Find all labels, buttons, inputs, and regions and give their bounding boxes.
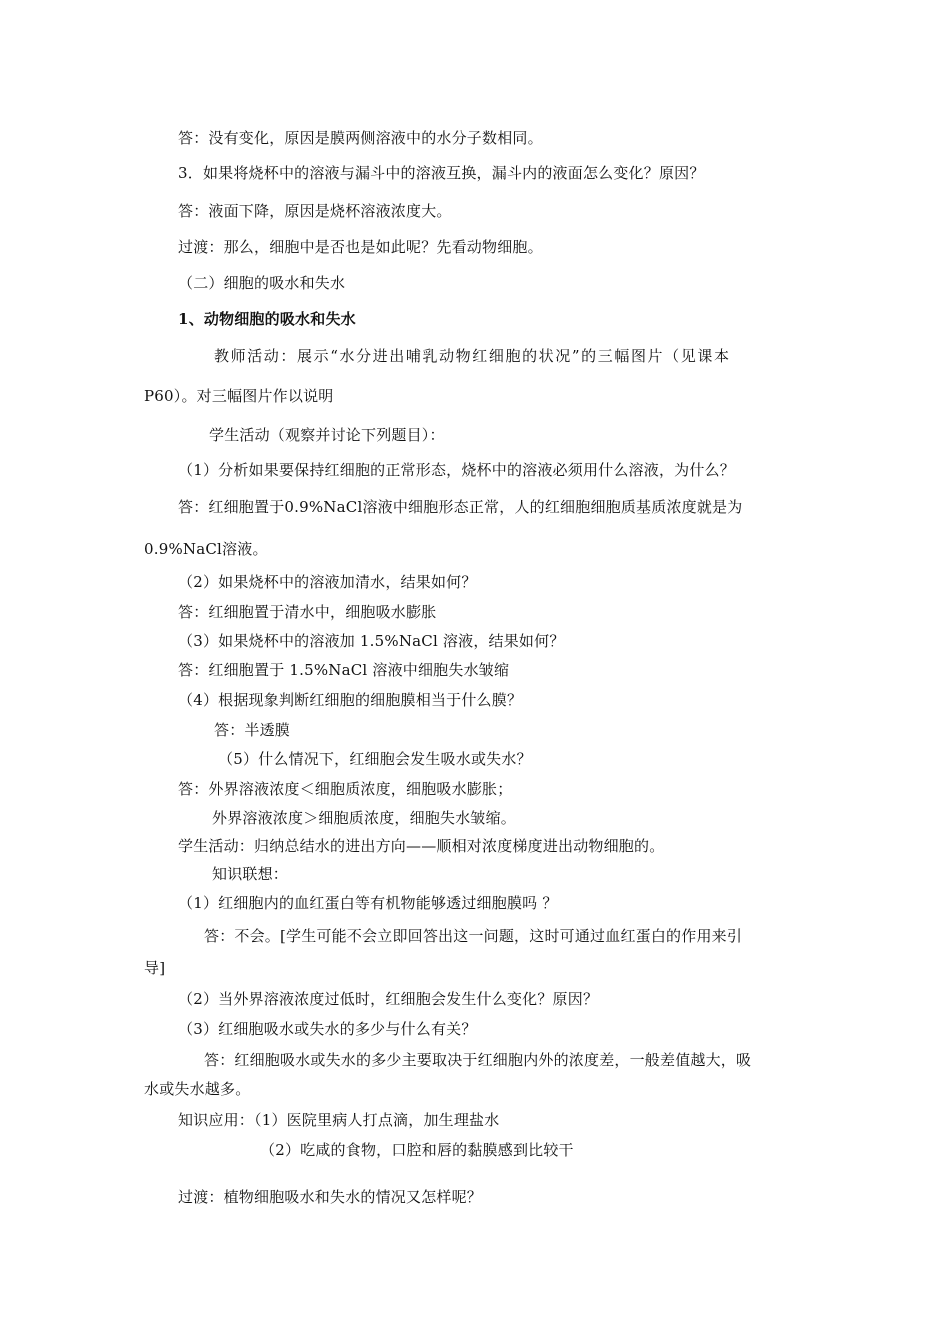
answer-4: 答：半透膜	[214, 721, 291, 739]
answer-5-line-2: 外界溶液浓度＞细胞质浓度，细胞失水皱缩。	[212, 809, 517, 827]
answer-3: 答：红细胞置于 1.5%NaCl 溶液中细胞失水皱缩	[178, 661, 510, 679]
question-3: 3．如果将烧杯中的溶液与漏斗中的溶液互换，漏斗内的液面怎么变化？原因？	[178, 164, 705, 182]
subsection-heading-1: 1、动物细胞的吸水和失水	[178, 310, 356, 328]
answer-5-line-1: 答：外界溶液浓度＜细胞质浓度，细胞吸水膨胀；	[178, 780, 513, 798]
association-question-2: （2）当外界溶液浓度过低时，红细胞会发生什么变化？原因？	[178, 990, 599, 1008]
question-4: （4）根据现象判断红细胞的细胞膜相当于什么膜？	[178, 691, 523, 709]
question-1: （1）分析如果要保持红细胞的正常形态，烧杯中的溶液必须用什么溶液，为什么？	[178, 461, 735, 479]
question-5: （5）什么情况下，红细胞会发生吸水或失水？	[218, 750, 532, 768]
question-3-solution: （3）如果烧杯中的溶液加 1.5%NaCl 溶液，结果如何？	[178, 632, 565, 650]
question-2: （2）如果烧杯中的溶液加清水，结果如何？	[178, 573, 477, 591]
teacher-activity-line-2: P60）。对三幅图片作以说明	[144, 387, 334, 405]
association-question-3: （3）红细胞吸水或失水的多少与什么有关？	[178, 1020, 477, 1038]
knowledge-application-line-2: （2）吃咸的食物，口腔和唇的黏膜感到比较干	[260, 1141, 574, 1159]
answer-1-line-1: 答：红细胞置于0.9%NaCl溶液中细胞形态正常，人的红细胞细胞质基质浓度就是为	[178, 498, 743, 516]
transition-animal-cell: 过渡：那么，细胞中是否也是如此呢？先看动物细胞。	[178, 238, 543, 256]
student-activity-heading: 学生活动（观察并讨论下列题目）：	[209, 426, 445, 444]
association-answer-1-line-1: 答：不会。[学生可能不会立即回答出这一问题，这时可通过血红蛋白的作用来引	[204, 927, 743, 945]
answer-no-change: 答：没有变化，原因是膜两侧溶液中的水分子数相同。	[178, 129, 543, 147]
answer-level-drop: 答：液面下降，原因是烧杯溶液浓度大。	[178, 202, 452, 220]
knowledge-application-line-1: 知识应用：（1）医院里病人打点滴，加生理盐水	[178, 1111, 500, 1129]
teacher-activity-line-1: 教师活动：展示“水分进出哺乳动物红细胞的状况”的三幅图片（见课本	[214, 347, 731, 365]
association-question-1: （1）红细胞内的血红蛋白等有机物能够透过细胞膜吗 ？	[178, 894, 558, 912]
answer-1-line-2: 0.9%NaCl溶液。	[144, 540, 268, 558]
association-answer-3-line-1: 答：红细胞吸水或失水的多少主要取决于红细胞内外的浓度差，一般差值越大，吸	[204, 1051, 752, 1069]
knowledge-association-heading: 知识联想：	[212, 865, 289, 883]
transition-plant-cell: 过渡：植物细胞吸水和失水的情况又怎样呢？	[178, 1188, 483, 1206]
association-answer-1-line-2: 导]	[144, 959, 166, 977]
association-answer-3-line-2: 水或失水越多。	[144, 1080, 251, 1098]
section-heading-2: （二）细胞的吸水和失水	[178, 274, 346, 292]
student-summary: 学生活动：归纳总结水的进出方向——顺相对浓度梯度进出动物细胞的。	[178, 837, 665, 855]
answer-2: 答：红细胞置于清水中，细胞吸水膨胀	[178, 603, 437, 621]
